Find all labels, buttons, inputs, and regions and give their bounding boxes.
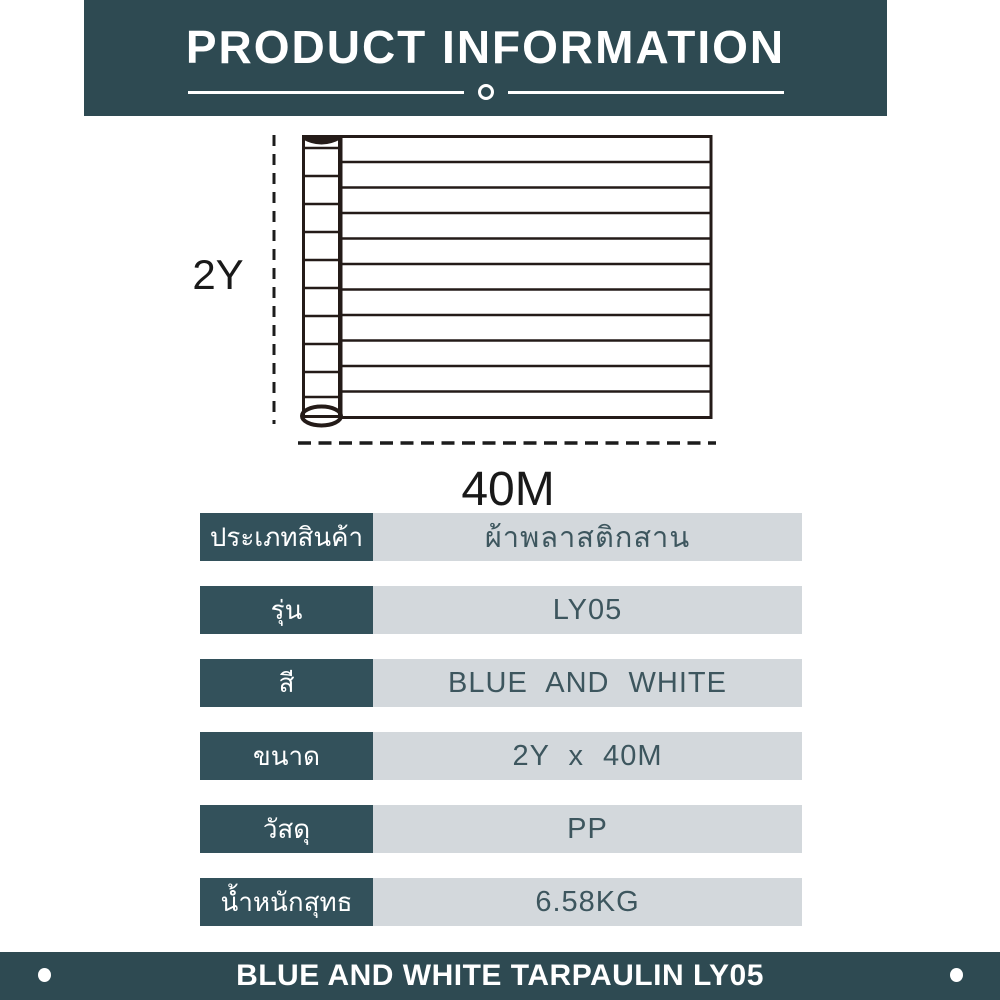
- row-value: PP: [373, 805, 802, 853]
- row-value: 6.58KG: [373, 878, 802, 926]
- row-value: BLUE AND WHITE: [373, 659, 802, 707]
- circle-ornament-icon: [478, 84, 494, 100]
- row-value: 2Y x 40M: [373, 732, 802, 780]
- tarpaulin-roll-diagram: [0, 116, 1000, 512]
- spec-table: [200, 513, 802, 951]
- roll-top-cap: [302, 135, 341, 145]
- roll-body: [304, 137, 340, 417]
- divider-line-right: [508, 91, 784, 94]
- table-row-model: [200, 586, 802, 634]
- row-label: น้ำหนักสุทธ: [200, 878, 373, 926]
- height-dimension-label: 2Y: [192, 251, 244, 298]
- row-label: สี: [200, 659, 373, 707]
- row-label: วัสดุ: [200, 805, 373, 853]
- sheet-outline: [341, 137, 711, 418]
- header-banner: [84, 0, 887, 116]
- page-title: PRODUCT INFORMATION: [185, 21, 786, 73]
- footer-dot-left-icon: [38, 968, 51, 982]
- row-label: ขนาด: [200, 732, 373, 780]
- table-row-product-type: [200, 513, 802, 561]
- table-row-size: [200, 732, 802, 780]
- row-value: ผ้าพลาสติกสาน: [373, 513, 802, 561]
- roll-wrap-lines: [304, 148, 340, 397]
- table-row-color: [200, 659, 802, 707]
- row-label: ประเภทสินค้า: [200, 513, 373, 561]
- divider-line-left: [188, 91, 464, 94]
- sheet-stripe-lines: [341, 162, 711, 392]
- title-divider: [84, 84, 887, 100]
- table-row-material: [200, 805, 802, 853]
- footer-dot-right-icon: [950, 968, 963, 982]
- row-label: รุ่น: [200, 586, 373, 634]
- table-row-net-weight: [200, 878, 802, 926]
- length-dimension-label: 40M: [461, 463, 555, 512]
- footer-caption: BLUE AND WHITE TARPAULIN LY05: [236, 959, 764, 992]
- footer-banner: [0, 952, 1000, 1000]
- row-value: LY05: [373, 586, 802, 634]
